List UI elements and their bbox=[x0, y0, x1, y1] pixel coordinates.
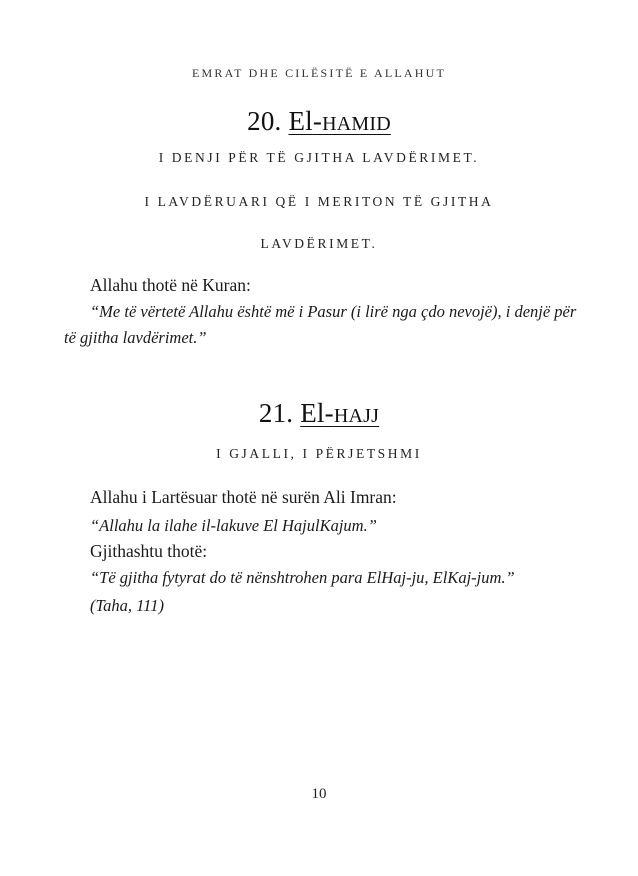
section-20-intro: Allahu thotë në Kuran: bbox=[90, 275, 251, 295]
section-21-intro-2: Gjithashtu thotë: bbox=[90, 541, 208, 561]
section-20-quote-line-1: “Me të vërtetë Allahu është më i Pasur (i lirë nga çdo nevojë), i denjë për bbox=[90, 302, 577, 321]
section-20-subtitle-line-1: I DENJI PËR TË GJITHA LAVDËRIMET. bbox=[158, 150, 480, 165]
section-20-subtitle-line-2: I LAVDËRUARI QË I MERITON TË GJITHA bbox=[144, 194, 494, 209]
section-20-quote-line-2: të gjitha lavdërimet.” bbox=[64, 328, 207, 347]
section-21-name: HAJJ bbox=[333, 405, 380, 427]
section-20-number: 20. bbox=[247, 106, 282, 136]
section-21-number: 21. bbox=[258, 398, 294, 428]
section-20-dash: - bbox=[312, 106, 323, 136]
section-21-reference: (Taha, 111) bbox=[90, 596, 164, 615]
section-20-subtitle-line-3: LAVDËRIMET. bbox=[260, 236, 378, 251]
section-21-title bbox=[300, 398, 379, 428]
running-head: EMRAT DHE CILËSITË E ALLAHUT bbox=[191, 66, 447, 80]
section-20-prefix: El bbox=[288, 106, 313, 136]
section-21-intro: Allahu i Lartësuar thotë në surën Ali Imran: bbox=[90, 487, 397, 507]
section-20-title bbox=[288, 106, 390, 136]
section-21-prefix: El bbox=[300, 398, 325, 428]
section-21-dash: - bbox=[324, 398, 334, 428]
section-21-quote-1: “Allahu la ilahe il-lakuve El HajulKajum.” bbox=[90, 516, 377, 535]
page-number: 10 bbox=[311, 786, 327, 802]
section-20-heading bbox=[0, 106, 638, 137]
section-21-quote-2: “Të gjitha fytyrat do të nënshtrohen para ElHaj-ju, ElKaj-jum.” bbox=[90, 568, 515, 587]
section-21-subtitle: I GJALLI, I PËRJETSHMI bbox=[216, 446, 422, 461]
section-21-heading bbox=[0, 398, 638, 429]
section-20-name: HAMID bbox=[322, 113, 391, 135]
